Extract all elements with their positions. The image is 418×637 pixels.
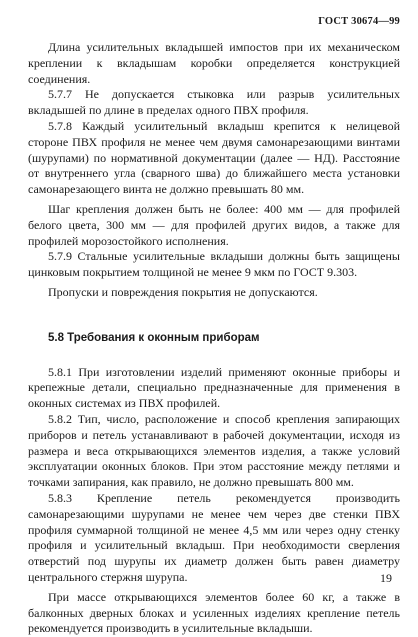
paragraph: Длина усилительных вкладышей импостов при их механическом креплении к вкладышам коробки определяется конструкцией соединения. [28, 40, 400, 86]
paragraph: 5.8.3 Крепление петель рекомендуется производить самонарезающими шурупами не менее чем через две стенки ПВХ профиля суммарной толщиной не менее 4,5 мм или через одну стенку профиля и усилительный вкладыш. При необходимости сверления отверстий под шурупы их диаметр должен быть равен диаметру центрального стержня шурупа. [28, 490, 400, 584]
standard-header: ГОСТ 30674—99 [318, 16, 400, 27]
paragraph: 5.7.8 Каждый усилительный вкладыш крепится к нелицевой стороне ПВХ профиля не менее чем двумя самонарезающими винтами (шурупами) по нормативной документации (далее — НД). Расстояние от внутреннего угла (сварного шва) до ближайшего места установки самонарезающего винта не должно превышать 80 мм. [28, 118, 400, 197]
section-title: 5.8 Требования к оконным приборам [48, 331, 260, 344]
paragraph: 5.7.7 Не допускается стыковка или разрыв усилительных вкладышей по длине в пределах одного ПВХ профиля. [28, 87, 400, 118]
paragraph: Пропуски и повреждения покрытия не допускаются. [48, 284, 318, 299]
paragraph: 5.7.9 Стальные усилительные вкладыши должны быть защищены цинковым покрытием толщиной не менее 9 мкм по ГОСТ 9.303. [28, 249, 400, 280]
page-number: 19 [380, 571, 392, 585]
paragraph: 5.8.2 Тип, число, расположение и способ крепления запирающих приборов и петель устанавливают в рабочей документации, исходя из размера и веса открывающихся элементов изделия, а также условий эксплуатации оконных блоков. При этом расстояние между петлями и точками запирания, как правило, не должно превышать 800 мм. [28, 411, 400, 490]
paragraph: Шаг крепления должен быть не более: 400 мм — для профилей белого цвета, 300 мм — для профилей других видов, а также для профилей морозостойкого исполнения. [28, 201, 400, 248]
paragraph: 5.8.1 При изготовлении изделий применяют оконные приборы и крепежные детали, специально предназначенные для применения в оконных системах из ПВХ профилей. [28, 364, 400, 411]
paragraph: При массе открывающихся элементов более 60 кг, а также в балконных дверных блоках и усиленных изделиях крепление петель рекомендуется производить в усилительные вкладыши. [28, 589, 400, 636]
body-text [28, 40, 400, 637]
